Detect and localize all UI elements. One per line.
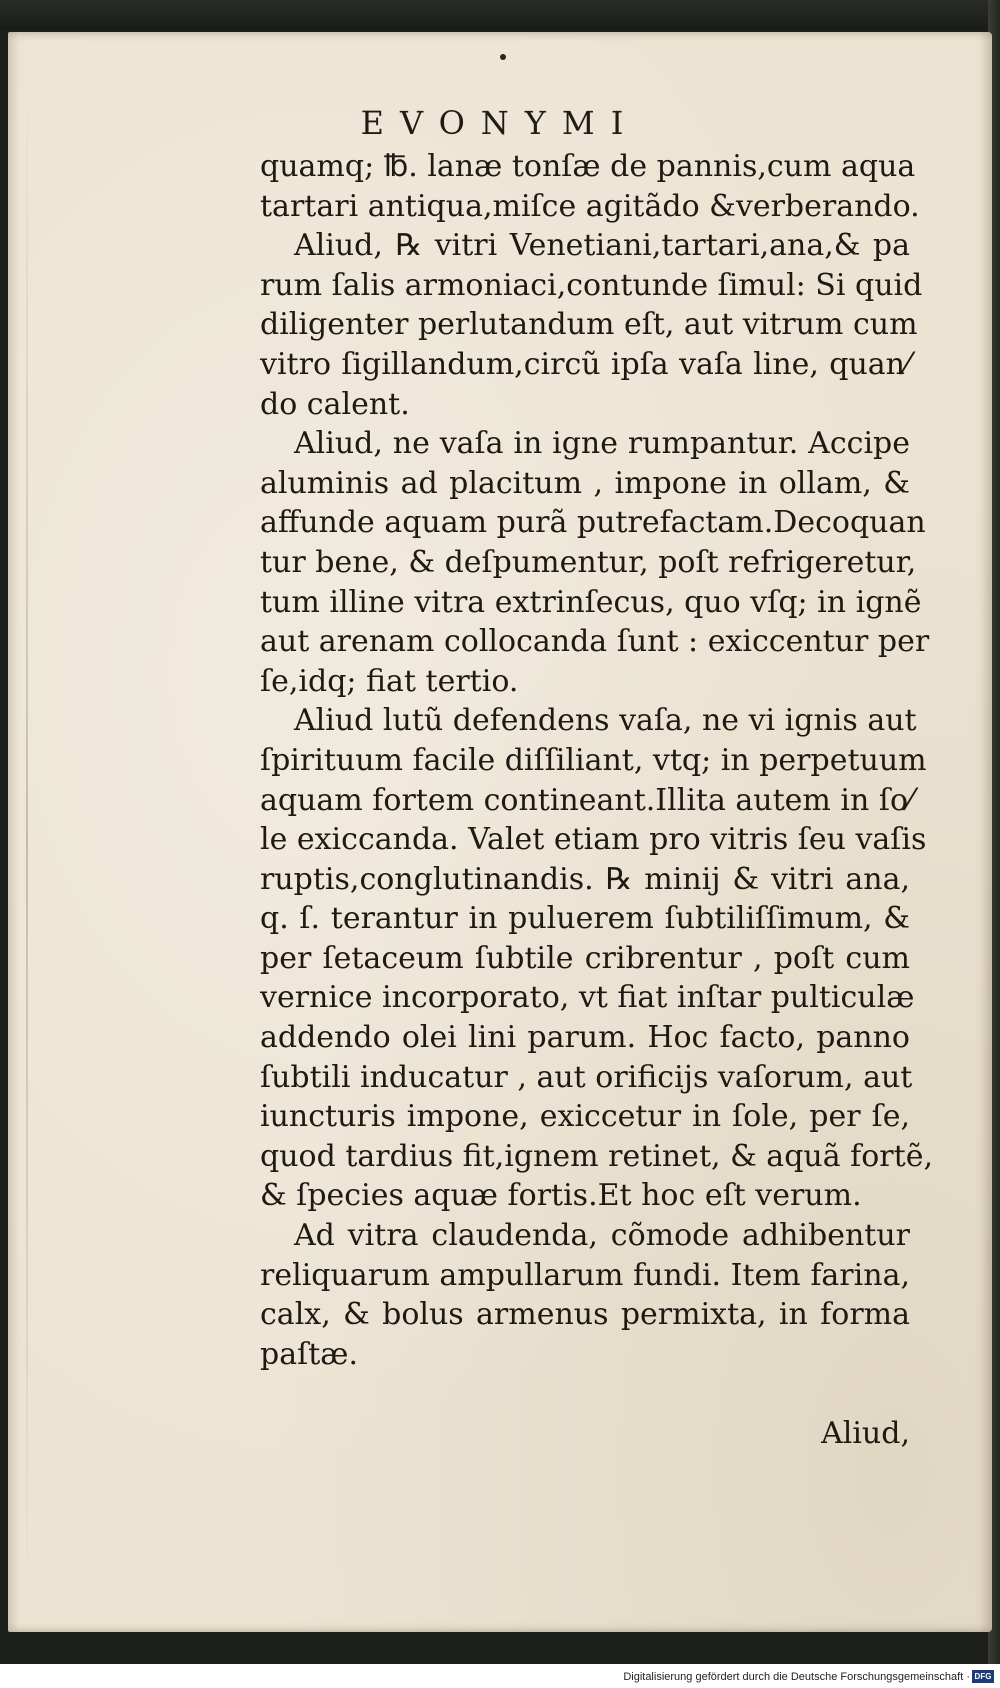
main-text [260,147,933,1374]
paragraph-2 [260,226,923,424]
text-line: Aliud, ne vaſa in igne rumpantur. Accipe [294,426,910,462]
text-line: q. ſ. terantur in puluerem ſubtiliſſimum, & [260,901,910,937]
ink-dot [500,54,506,60]
paragraph-5 [260,1216,910,1374]
text-line: iuncturis impone, exiccetur in ſole, per ſe, [260,1099,910,1135]
text-line: ſpirituum facile diſſiliant, vtq; in perpetuum [260,742,927,778]
funding-credit: Digitalisierung gefördert durch die Deutsche Forschungsgemeinschaft · [623,1671,970,1683]
gutter-shadow [26,72,28,1612]
text-line: Aliud, ℞ vitri Venetiani,tartari,ana,& pa [294,228,910,264]
text-line: quod tardius fit,ignem retinet, & aquã fortẽ, [260,1138,933,1174]
text-line: rum ſalis armoniaci,contunde ſimul: Si quid [260,267,923,303]
text-line: le exiccanda. Valet etiam pro vitris ſeu vaſis [260,822,927,858]
text-line: ſubtili inducatur , aut orificijs vaſorum, aut [260,1059,913,1095]
text-line: vernice incorporato, vt fiat inſtar pulticulæ [260,980,915,1016]
text-line: affunde aquam purã putrefactam.Decoquan [260,505,926,541]
text-line: tum illine vitra extrinſecus, quo vſq; in ignẽ [260,584,922,620]
text-line: Ad vitra claudenda, cõmode adhibentur [294,1218,910,1254]
text-line: do calent. [260,386,410,422]
book-page [8,32,992,1632]
text-line: tartari antiqua,miſce agitãdo &verberando. [260,188,920,224]
catchword: Aliud, [821,1416,910,1451]
text-line: ſe,idq; fiat tertio. [260,663,519,699]
paragraph-4 [260,701,933,1216]
footer-bar [0,1664,1000,1688]
text-line: tur bene, & deſpumentur, poſt refrigeretur, [260,544,917,580]
text-line: ruptis,conglutinandis. ℞ minij & vitri ana, [260,861,910,897]
text-line: aut arenam collocanda ſunt : exiccentur per [260,624,930,660]
text-line: paſtæ. [260,1336,358,1372]
dfg-logo-icon: DFG [972,1670,994,1683]
running-head: EVONYMI [360,104,640,142]
text-line: quamq; ℔. lanæ tonſæ de pannis,cum aqua [260,149,916,184]
text-line: aluminis ad placitum , impone in ollam, & [260,465,910,501]
text-line: per ſetaceum ſubtile cribrentur , poſt cum [260,940,910,976]
text-line: diligenter perlutandum eſt, aut vitrum cum [260,307,918,343]
text-line: Aliud lutũ defendens vaſa, ne vi ignis aut [294,703,917,739]
paragraph-3 [260,424,930,701]
text-line: aquam fortem contineant.Illita autem in ſo⁄ [260,782,914,818]
text-line: reliquarum ampullarum fundi. Item farina, [260,1257,910,1293]
paragraph-1 [260,147,920,226]
text-line: vitro ſigillandum,circũ ipſa vaſa line, quan⁄ [260,346,910,382]
text-line: addendo olei lini parum. Hoc facto, panno [260,1020,910,1056]
book-top-edge [0,0,1000,30]
text-line: calx, & bolus armenus permixta, in forma [260,1297,910,1333]
text-line: & ſpecies aquæ fortis.Et hoc eſt verum. [260,1178,862,1214]
